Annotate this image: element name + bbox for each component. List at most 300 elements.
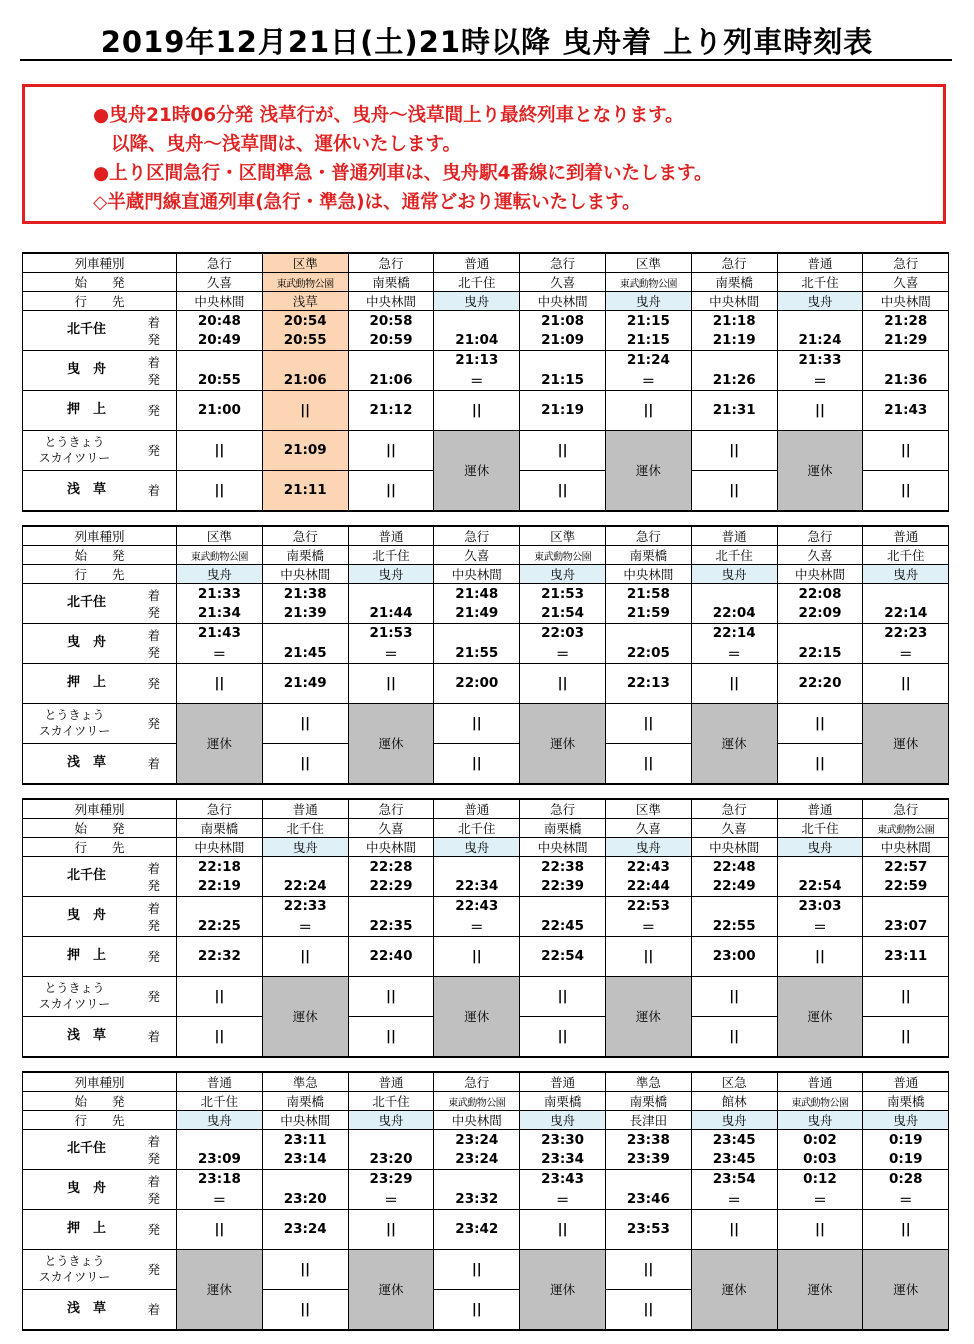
time-cell: ＝ xyxy=(434,916,520,937)
time-cell: 21:15 xyxy=(605,330,691,350)
train-type-cell: 普通 xyxy=(520,1072,606,1092)
train-type-cell: 区急 xyxy=(691,1072,777,1092)
time-cell: 21:45 xyxy=(262,643,348,664)
time-cell: 23:11 xyxy=(262,1130,348,1150)
time-cell xyxy=(520,350,606,370)
train-dest-cell: 曳舟 xyxy=(434,292,520,311)
time-cell: 22:33 xyxy=(262,896,348,916)
arr-dep-mark: 着 xyxy=(147,483,160,499)
departure-mark: 発 xyxy=(147,371,160,387)
time-cell: 21:11 xyxy=(262,470,348,511)
time-cell: || xyxy=(605,936,691,976)
skytree-label-line2: スカイツリー xyxy=(38,451,111,466)
train-dest-cell: 曳舟 xyxy=(262,838,348,857)
time-cell: 21:04 xyxy=(434,330,520,350)
train-type-row xyxy=(23,1072,949,1092)
time-cell: 22:23 xyxy=(863,623,949,643)
time-cell: || xyxy=(605,743,691,784)
time-cell: || xyxy=(691,663,777,703)
time-cell: 21:55 xyxy=(434,643,520,664)
train-type-cell: 急行 xyxy=(262,526,348,546)
time-cell: 21:43 xyxy=(863,390,949,430)
kitasenju-arrival-row xyxy=(23,857,949,877)
time-cell: 22:32 xyxy=(177,936,263,976)
time-cell: 22:48 xyxy=(691,857,777,877)
notice-box xyxy=(22,84,946,224)
skytree-label-line2: スカイツリー xyxy=(38,997,111,1012)
oshiage-departure-label xyxy=(23,1209,177,1249)
time-cell xyxy=(262,857,348,877)
train-dest-cell: 曳舟 xyxy=(348,1111,434,1130)
train-type-cell: 急行 xyxy=(520,253,606,273)
train-origin-cell: 南栗橋 xyxy=(691,273,777,292)
time-cell: 21:33 xyxy=(777,350,863,370)
train-dest-cell: 中央林間 xyxy=(605,565,691,584)
kitasenju-arrival-station-name: 北千住 xyxy=(66,595,106,611)
train-origin-cell: 南栗橋 xyxy=(520,1092,606,1111)
arr-dep-mark: 発 xyxy=(147,989,160,1005)
time-cell: 22:29 xyxy=(348,876,434,896)
suspended-cell: 運休 xyxy=(177,703,263,784)
time-cell: 21:29 xyxy=(863,330,949,350)
train-origin-cell: 南栗橋 xyxy=(177,819,263,838)
notice-line-3: ●上り区間急行・区間準急・普通列車は、曳舟駅4番線に到着いたします。 xyxy=(93,163,713,184)
train-origin-cell: 南栗橋 xyxy=(520,819,606,838)
time-cell: ＝ xyxy=(691,1189,777,1210)
suspended-cell: 運休 xyxy=(605,976,691,1057)
time-cell: 22:03 xyxy=(520,623,606,643)
train-dest-cell: 曳舟 xyxy=(520,565,606,584)
asakusa-arrival-label xyxy=(23,1289,177,1330)
train-origin-cell: 東武動物公園 xyxy=(777,1092,863,1111)
train-type-cell: 急行 xyxy=(434,526,520,546)
oshiage-departure-label xyxy=(23,663,177,703)
train-type-cell: 普通 xyxy=(177,1072,263,1092)
time-cell: 21:00 xyxy=(177,390,263,430)
hikifune-arrival-row xyxy=(23,1169,949,1189)
time-cell: || xyxy=(348,470,434,511)
asakusa-arrival-label xyxy=(23,743,177,784)
destination-row xyxy=(23,1111,949,1130)
time-cell xyxy=(348,584,434,604)
hikifune-arrival-label xyxy=(23,623,177,663)
time-cell: 23:39 xyxy=(605,1149,691,1169)
time-cell xyxy=(348,350,434,370)
train-dest-cell: 中央林間 xyxy=(520,838,606,857)
arr-dep-mark: 発 xyxy=(147,716,160,732)
time-cell: 22:15 xyxy=(777,643,863,664)
time-cell: 22:00 xyxy=(434,663,520,703)
train-dest-cell: 中央林間 xyxy=(520,292,606,311)
train-type-cell: 急行 xyxy=(863,253,949,273)
oshiage-departure-label xyxy=(23,390,177,430)
time-cell: 21:43 xyxy=(177,623,263,643)
train-type-cell: 区準 xyxy=(520,526,606,546)
skytree-departure-station-name xyxy=(29,980,120,1012)
suspended-cell: 運休 xyxy=(520,1249,606,1330)
time-cell: || xyxy=(605,390,691,430)
arrival-mark: 着 xyxy=(147,627,160,643)
time-cell: 23:07 xyxy=(863,916,949,937)
train-origin-cell: 久喜 xyxy=(434,546,520,565)
train-type-row xyxy=(23,253,949,273)
time-cell: 21:36 xyxy=(863,370,949,391)
time-cell xyxy=(177,1130,263,1150)
train-type-cell: 急行 xyxy=(348,799,434,819)
train-type-cell: 急行 xyxy=(691,799,777,819)
time-cell: || xyxy=(177,430,263,470)
oshiage-departure-station-name: 押 上 xyxy=(66,1221,106,1237)
time-cell: 23:09 xyxy=(177,1149,263,1169)
kitasenju-arrival-station-name: 北千住 xyxy=(66,868,106,884)
train-type-cell: 区準 xyxy=(605,253,691,273)
time-cell: 23:38 xyxy=(605,1130,691,1150)
time-cell: 21:54 xyxy=(520,603,606,623)
time-cell xyxy=(691,584,777,604)
train-origin-cell: 東武動物公園 xyxy=(434,1092,520,1111)
time-cell: || xyxy=(691,470,777,511)
arrival-mark: 着 xyxy=(147,315,160,330)
time-cell: 21:12 xyxy=(348,390,434,430)
asakusa-arrival-station-name: 浅 草 xyxy=(66,755,106,771)
train-dest-cell: 曳舟 xyxy=(777,292,863,311)
train-type-cell: 普通 xyxy=(777,253,863,273)
train-type-cell: 普通 xyxy=(348,1072,434,1092)
time-cell: || xyxy=(520,1209,606,1249)
train-origin-cell: 東武動物公園 xyxy=(605,273,691,292)
time-cell: 21:24 xyxy=(605,350,691,370)
time-cell: 22:45 xyxy=(520,916,606,937)
suspended-cell: 運休 xyxy=(777,430,863,511)
train-dest-cell: 中央林間 xyxy=(863,838,949,857)
suspended-cell: 運休 xyxy=(777,976,863,1057)
time-cell: 23:00 xyxy=(691,936,777,976)
train-type-cell: 急行 xyxy=(177,799,263,819)
kitasenju-arrival-label xyxy=(23,857,177,897)
train-origin-cell: 北千住 xyxy=(434,819,520,838)
departure-mark: 発 xyxy=(147,644,160,660)
train-type-cell: 区準 xyxy=(177,526,263,546)
time-cell: 21:15 xyxy=(605,311,691,331)
arr-dep-mark: 発 xyxy=(147,443,160,459)
time-cell: 23:32 xyxy=(434,1189,520,1210)
arrival-mark: 着 xyxy=(147,900,160,916)
time-cell: 21:19 xyxy=(520,390,606,430)
time-cell: ＝ xyxy=(777,370,863,391)
time-cell: 23:24 xyxy=(434,1130,520,1150)
train-dest-cell: 曳舟 xyxy=(177,1111,263,1130)
departure-mark: 発 xyxy=(147,604,160,620)
time-cell: 21:18 xyxy=(691,311,777,331)
hikifune-arrival-station-name: 曳 舟 xyxy=(66,908,106,924)
time-cell: 23:24 xyxy=(262,1209,348,1249)
time-cell: || xyxy=(863,1209,949,1249)
train-origin-cell: 北千住 xyxy=(262,819,348,838)
hikifune-arrival-label xyxy=(23,350,177,390)
time-cell: 20:59 xyxy=(348,330,434,350)
skytree-departure-station-name xyxy=(29,1253,120,1285)
time-cell xyxy=(434,623,520,643)
time-cell: || xyxy=(777,1209,863,1249)
time-cell: 22:04 xyxy=(691,603,777,623)
kitasenju-arrival-row xyxy=(23,311,949,331)
train-dest-cell: 中央林間 xyxy=(777,565,863,584)
train-dest-cell: 曳舟 xyxy=(863,1111,949,1130)
time-cell: 22:08 xyxy=(777,584,863,604)
train-origin-cell: 東武動物公園 xyxy=(177,546,263,565)
time-cell: || xyxy=(863,1016,949,1057)
departure-mark: 発 xyxy=(147,1190,160,1206)
skytree-departure-row xyxy=(23,1249,949,1289)
train-dest-cell: 浅草 xyxy=(262,292,348,311)
train-origin-cell: 東武動物公園 xyxy=(863,819,949,838)
timetable-3 xyxy=(22,798,949,1058)
time-cell: || xyxy=(691,976,777,1016)
skytree-departure-label xyxy=(23,430,177,470)
train-type-cell: 区準 xyxy=(262,253,348,273)
train-dest-cell: 長津田 xyxy=(605,1111,691,1130)
train-origin-cell: 南栗橋 xyxy=(863,1092,949,1111)
arrival-mark: 着 xyxy=(147,1134,160,1149)
train-origin-cell: 南栗橋 xyxy=(262,546,348,565)
time-cell: 22:55 xyxy=(691,916,777,937)
time-cell: 20:54 xyxy=(262,311,348,331)
skytree-label-line1: とうきょう xyxy=(44,1254,105,1269)
time-cell: 21:53 xyxy=(520,584,606,604)
train-dest-cell: 曳舟 xyxy=(434,838,520,857)
time-cell: 23:45 xyxy=(691,1130,777,1150)
time-cell: 20:58 xyxy=(348,311,434,331)
oshiage-departure-label xyxy=(23,936,177,976)
train-dest-cell: 曳舟 xyxy=(177,565,263,584)
time-cell: 21:19 xyxy=(691,330,777,350)
time-cell: || xyxy=(262,703,348,743)
kitasenju-arrival-station-name: 北千住 xyxy=(66,1141,106,1157)
origin-row xyxy=(23,546,949,565)
train-dest-cell: 曳舟 xyxy=(605,292,691,311)
train-origin-cell: 南栗橋 xyxy=(605,546,691,565)
time-cell: 21:06 xyxy=(262,370,348,391)
time-cell: || xyxy=(605,1249,691,1289)
oshiage-departure-row xyxy=(23,936,949,976)
time-cell: ＝ xyxy=(691,643,777,664)
destination-row-label: 行 先 xyxy=(23,565,177,584)
oshiage-departure-station-name: 押 上 xyxy=(66,402,106,418)
time-cell: 23:30 xyxy=(520,1130,606,1150)
notice-line-2: 以降、曳舟〜浅草間は、運休いたします。 xyxy=(111,134,462,155)
time-cell: || xyxy=(777,936,863,976)
time-cell: || xyxy=(177,1016,263,1057)
time-cell: 22:54 xyxy=(520,936,606,976)
time-cell: ＝ xyxy=(177,1189,263,1210)
time-cell: 20:55 xyxy=(177,370,263,391)
skytree-departure-row xyxy=(23,430,949,470)
time-cell: || xyxy=(777,743,863,784)
time-cell: 23:03 xyxy=(777,896,863,916)
time-cell: ＝ xyxy=(520,643,606,664)
time-cell xyxy=(863,584,949,604)
time-cell: 21:48 xyxy=(434,584,520,604)
time-cell: 23:20 xyxy=(262,1189,348,1210)
time-cell: 22:19 xyxy=(177,876,263,896)
train-origin-cell: 北千住 xyxy=(348,1092,434,1111)
time-cell: 21:08 xyxy=(520,311,606,331)
time-cell xyxy=(863,896,949,916)
time-cell: ＝ xyxy=(777,916,863,937)
skytree-label-line1: とうきょう xyxy=(44,435,105,450)
train-dest-cell: 曳舟 xyxy=(348,565,434,584)
origin-row xyxy=(23,273,949,292)
time-cell: 22:38 xyxy=(520,857,606,877)
time-cell: 21:13 xyxy=(434,350,520,370)
skytree-label-line1: とうきょう xyxy=(44,981,105,996)
suspended-cell: 運休 xyxy=(605,430,691,511)
time-cell: 21:49 xyxy=(262,663,348,703)
time-cell: 21:31 xyxy=(691,390,777,430)
time-cell: 22:28 xyxy=(348,857,434,877)
hikifune-arrival-label xyxy=(23,896,177,936)
kitasenju-arrival-label xyxy=(23,311,177,351)
train-dest-cell: 中央林間 xyxy=(691,838,777,857)
train-type-cell: 普通 xyxy=(691,526,777,546)
skytree-label-line1: とうきょう xyxy=(44,708,105,723)
train-type-cell: 急行 xyxy=(520,799,606,819)
train-origin-cell: 南栗橋 xyxy=(262,1092,348,1111)
train-dest-cell: 中央林間 xyxy=(434,565,520,584)
train-origin-cell: 東武動物公園 xyxy=(520,546,606,565)
time-cell: || xyxy=(863,663,949,703)
asakusa-arrival-label xyxy=(23,470,177,511)
suspended-cell: 運休 xyxy=(262,976,348,1057)
time-cell: 23:29 xyxy=(348,1169,434,1189)
train-dest-cell: 中央林間 xyxy=(177,838,263,857)
train-type-cell: 普通 xyxy=(434,253,520,273)
skytree-departure-label xyxy=(23,1249,177,1289)
train-dest-cell: 中央林間 xyxy=(434,1111,520,1130)
kitasenju-arrival-label xyxy=(23,584,177,624)
time-cell: 23:20 xyxy=(348,1149,434,1169)
time-cell: 21:26 xyxy=(691,370,777,391)
time-cell xyxy=(177,896,263,916)
time-cell: 0:12 xyxy=(777,1169,863,1189)
skytree-label-line2: スカイツリー xyxy=(38,1270,111,1285)
arr-dep-mark: 着 xyxy=(147,1302,160,1318)
time-cell: 22:20 xyxy=(777,663,863,703)
train-origin-cell: 南栗橋 xyxy=(605,1092,691,1111)
time-cell: || xyxy=(177,976,263,1016)
train-type-cell: 普通 xyxy=(262,799,348,819)
time-cell: || xyxy=(348,1209,434,1249)
time-cell: || xyxy=(520,470,606,511)
destination-row-label: 行 先 xyxy=(23,292,177,311)
time-cell: || xyxy=(605,1289,691,1330)
destination-row xyxy=(23,838,949,857)
skytree-departure-station-name xyxy=(29,434,120,466)
time-cell: || xyxy=(691,430,777,470)
time-cell: || xyxy=(691,1209,777,1249)
train-dest-cell: 曳舟 xyxy=(863,565,949,584)
time-cell xyxy=(348,896,434,916)
train-dest-cell: 曳舟 xyxy=(605,838,691,857)
oshiage-departure-station-name: 押 上 xyxy=(66,675,106,691)
train-type-cell: 準急 xyxy=(262,1072,348,1092)
asakusa-arrival-station-name: 浅 草 xyxy=(66,1028,106,1044)
time-cell: || xyxy=(691,1016,777,1057)
train-type-row-label: 列車種別 xyxy=(23,253,177,273)
train-type-row-label: 列車種別 xyxy=(23,1072,177,1092)
train-type-row xyxy=(23,526,949,546)
arrival-mark: 着 xyxy=(147,861,160,876)
arr-dep-mark: 発 xyxy=(147,676,160,692)
train-type-cell: 急行 xyxy=(348,253,434,273)
train-type-cell: 普通 xyxy=(777,799,863,819)
time-cell: 22:39 xyxy=(520,876,606,896)
time-cell: 21:58 xyxy=(605,584,691,604)
train-type-cell: 急行 xyxy=(434,1072,520,1092)
train-origin-cell: 久喜 xyxy=(348,819,434,838)
time-cell: 21:59 xyxy=(605,603,691,623)
arr-dep-mark: 発 xyxy=(147,1222,160,1238)
time-cell: 21:06 xyxy=(348,370,434,391)
time-cell: || xyxy=(434,1289,520,1330)
time-cell: ＝ xyxy=(777,1189,863,1210)
time-cell: || xyxy=(605,703,691,743)
time-cell xyxy=(777,311,863,331)
time-cell: 21:24 xyxy=(777,330,863,350)
suspended-cell: 運休 xyxy=(691,703,777,784)
time-cell: || xyxy=(863,430,949,470)
skytree-departure-label xyxy=(23,703,177,743)
kitasenju-arrival-row xyxy=(23,1130,949,1150)
hikifune-arrival-row xyxy=(23,623,949,643)
kitasenju-arrival-station-name: 北千住 xyxy=(66,322,106,338)
notice-line-4: ◇半蔵門線直通列車(急行・準急)は、通常どおり運転いたします。 xyxy=(93,192,641,213)
asakusa-arrival-station-name: 浅 草 xyxy=(66,1301,106,1317)
hikifune-arrival-station-name: 曳 舟 xyxy=(66,635,106,651)
time-cell: 21:09 xyxy=(262,430,348,470)
time-cell: 21:44 xyxy=(348,603,434,623)
time-cell: 22:59 xyxy=(863,876,949,896)
train-origin-cell: 久喜 xyxy=(177,273,263,292)
time-cell: ＝ xyxy=(348,643,434,664)
time-cell: 22:44 xyxy=(605,876,691,896)
train-origin-cell: 久喜 xyxy=(605,819,691,838)
time-cell xyxy=(520,896,606,916)
time-cell: || xyxy=(434,1249,520,1289)
asakusa-arrival-row xyxy=(23,743,949,784)
time-cell: || xyxy=(520,1016,606,1057)
skytree-departure-row xyxy=(23,976,949,1016)
time-cell xyxy=(605,1169,691,1189)
train-type-row xyxy=(23,799,949,819)
train-dest-cell: 中央林間 xyxy=(348,292,434,311)
train-origin-cell: 館林 xyxy=(691,1092,777,1111)
departure-mark: 発 xyxy=(147,877,160,893)
time-cell: 23:54 xyxy=(691,1169,777,1189)
train-dest-cell: 曳舟 xyxy=(777,1111,863,1130)
time-cell xyxy=(777,623,863,643)
time-cell: 21:39 xyxy=(262,603,348,623)
time-cell: ＝ xyxy=(348,1189,434,1210)
time-cell: || xyxy=(777,703,863,743)
time-cell: 0:19 xyxy=(863,1149,949,1169)
hikifune-arrival-row xyxy=(23,350,949,370)
train-type-cell: 急行 xyxy=(863,799,949,819)
time-cell: 21:15 xyxy=(520,370,606,391)
train-dest-cell: 曳舟 xyxy=(691,1111,777,1130)
time-cell: || xyxy=(348,976,434,1016)
suspended-cell: 運休 xyxy=(520,703,606,784)
